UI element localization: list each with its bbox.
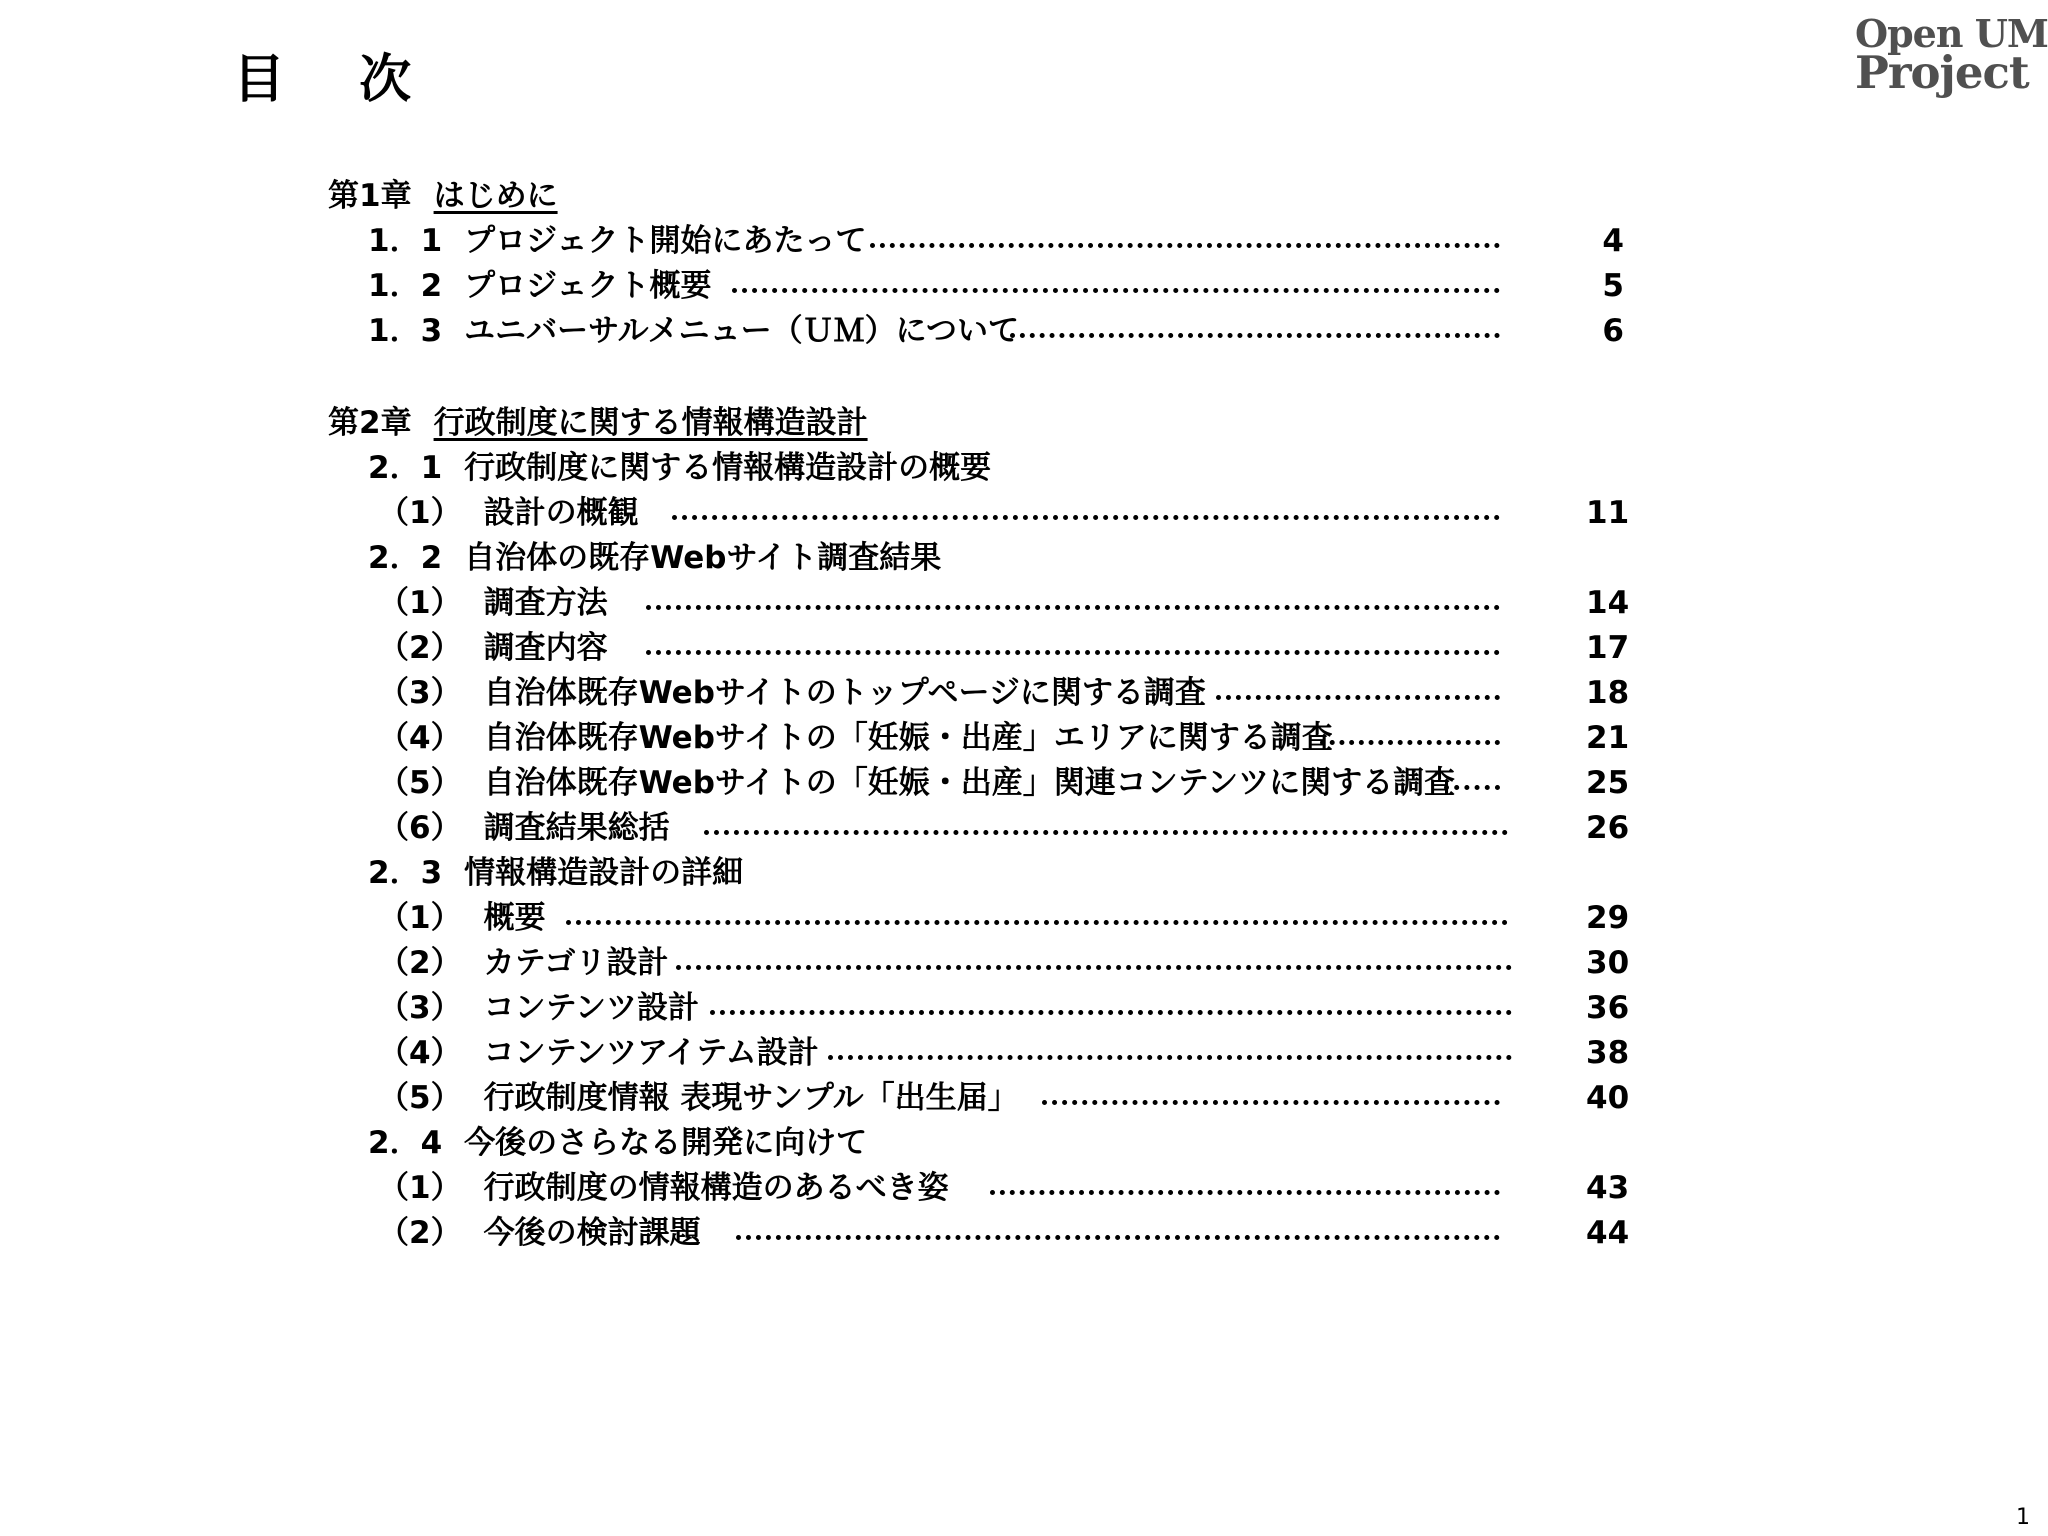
dot-leader: [566, 885, 1508, 925]
toc-entry-number: 2．4: [368, 1125, 443, 1161]
toc-entry-title: コンテンツ設計: [483, 990, 700, 1026]
toc-entry-title: 行政制度に関する情報構造設計の概要: [464, 450, 992, 486]
toc-entry-title: 調査方法: [483, 585, 608, 621]
dot-leader: [736, 1200, 1500, 1240]
toc-entry-title: 自治体既存Webサイトの「妊娠・出産」関連コンテンツに関する調査: [483, 765, 1456, 801]
toc-item-row: [0, 673, 2048, 713]
toc-entry-label: [378, 673, 1206, 713]
toc-entry-number: （1）: [378, 900, 462, 936]
toc-page-number: 17: [1586, 630, 1630, 666]
toc-entry-number: 2．1: [368, 450, 443, 486]
toc-entry-number: （3）: [378, 990, 462, 1026]
toc-entry-label: [378, 583, 608, 623]
toc-entry-label: [378, 943, 668, 983]
dot-leader: [870, 208, 1500, 248]
toc-section-row: [0, 311, 2048, 351]
toc-page-number: 6: [1602, 313, 1624, 349]
toc-entry-label: [378, 493, 639, 533]
toc-entry-title: 行政制度に関する情報構造設計: [433, 405, 868, 441]
toc-entry-number: （4）: [378, 720, 462, 756]
toc-entry-number: （2）: [378, 945, 462, 981]
toc-entry-title: ユニバーサルメニュー（ＵＭ）について: [464, 313, 1020, 349]
toc-entry-title: カテゴリ設計: [483, 945, 669, 981]
toc-entry-title: プロジェクト開始にあたって: [464, 223, 867, 259]
toc-entry-number: （3）: [378, 675, 462, 711]
toc-page-number: 40: [1586, 1080, 1630, 1116]
logo-line-1: Open UM: [1855, 11, 2048, 56]
dot-leader: [1320, 705, 1500, 745]
toc-page-number: 4: [1602, 223, 1624, 259]
dot-leader: [1010, 298, 1500, 338]
toc-item-row: [0, 1213, 2048, 1253]
dot-leader: [710, 975, 1512, 1015]
toc-entry-title: 自治体既存Webサイトのトップページに関する調査: [483, 675, 1206, 711]
toc-entry-number: （2）: [378, 1215, 462, 1251]
toc-entry-number: 1．2: [368, 268, 443, 304]
toc-entry-label: [378, 808, 670, 848]
page-number: 1: [2016, 1505, 2030, 1530]
toc-entry-number: 1．1: [368, 223, 443, 259]
dot-leader: [732, 253, 1500, 293]
toc-entry-label: [328, 176, 558, 216]
toc-entry-title: 今後の検討課題: [483, 1215, 701, 1251]
toc-entry-title: はじめに: [433, 178, 558, 214]
toc-entry-title: 行政制度情報 表現サンプル「出生届」: [483, 1080, 1019, 1116]
toc-page-number: 11: [1586, 495, 1630, 531]
toc-entry-title: 自治体の既存Webサイト調査結果: [464, 540, 942, 576]
toc-entry-title: 自治体既存Webサイトの「妊娠・出産」エリアに関する調査: [483, 720, 1333, 756]
toc-page-number: 5: [1602, 268, 1624, 304]
toc-entry-number: （6）: [378, 810, 462, 846]
toc-entry-number: 2．2: [368, 540, 443, 576]
toc-entry-title: 調査内容: [483, 630, 608, 666]
toc-entry-number: （5）: [378, 1080, 462, 1116]
toc-entry-number: （1）: [378, 495, 462, 531]
toc-entry-number: （1）: [378, 585, 462, 621]
toc-page-number: 14: [1586, 585, 1630, 621]
dot-leader: [1042, 1065, 1500, 1105]
toc-item-row: [0, 718, 2048, 758]
toc-entry-number: （2）: [378, 630, 462, 666]
toc-page-number: 43: [1586, 1170, 1630, 1206]
toc-page-number: 38: [1586, 1035, 1630, 1071]
toc-entry-label: [368, 266, 712, 306]
toc-entry-label: [368, 1123, 867, 1163]
toc-page-number: 30: [1586, 945, 1630, 981]
logo-line-2: Project: [1855, 46, 2029, 100]
toc-entry-number: 第2章: [328, 405, 412, 441]
dot-leader: [704, 795, 1508, 835]
toc-entry-title: 今後のさらなる開発に向けて: [464, 1125, 868, 1161]
toc-entry-title: 設計の概観: [483, 495, 639, 531]
toc-entry-label: [378, 628, 608, 668]
toc-item-row: [0, 1033, 2048, 1073]
toc-entry-label: [378, 1033, 819, 1073]
toc-page-number: 29: [1586, 900, 1630, 936]
toc-entry-number: 2．3: [368, 855, 443, 891]
toc-entry-title: 調査結果総括: [483, 810, 670, 846]
toc-entry-title: プロジェクト概要: [464, 268, 712, 304]
page-title: 目 次: [233, 50, 440, 110]
dot-leader: [990, 1155, 1500, 1195]
dot-leader: [1444, 750, 1500, 790]
dot-leader: [672, 480, 1500, 520]
toc-chapter-row: [0, 403, 2048, 443]
toc-item-row: [0, 628, 2048, 668]
toc-entry-label: [378, 898, 546, 938]
toc-entry-title: 概要: [483, 900, 546, 936]
toc-item-row: [0, 1078, 2048, 1118]
toc-entry-number: （4）: [378, 1035, 462, 1071]
dot-leader: [828, 1020, 1512, 1060]
toc-entry-number: （5）: [378, 765, 462, 801]
toc-entry-number: 1．3: [368, 313, 443, 349]
toc-entry-label: [378, 718, 1333, 758]
toc-entry-number: 第1章: [328, 178, 412, 214]
toc-page-number: 25: [1586, 765, 1630, 801]
toc-entry-label: [378, 1213, 701, 1253]
toc-entry-number: （1）: [378, 1170, 462, 1206]
toc-entry-label: [378, 1078, 1019, 1118]
toc-entry-label: [328, 403, 868, 443]
toc-page-number: 26: [1586, 810, 1630, 846]
toc-page-number: 18: [1586, 675, 1630, 711]
toc-entry-label: [368, 311, 1019, 351]
toc-entry-title: コンテンツアイテム設計: [483, 1035, 819, 1071]
toc-entry-title: 情報構造設計の詳細: [464, 855, 744, 891]
toc-item-row: [0, 808, 2048, 848]
dot-leader: [646, 615, 1500, 655]
toc-page-number: 44: [1586, 1215, 1630, 1251]
dot-leader: [646, 570, 1500, 610]
dot-leader: [676, 930, 1512, 970]
dot-leader: [1216, 660, 1500, 700]
toc-page-number: 21: [1586, 720, 1630, 756]
toc-entry-title: 行政制度の情報構造のあるべき姿: [483, 1170, 949, 1206]
toc-item-row: [0, 493, 2048, 533]
toc-page-number: 36: [1586, 990, 1630, 1026]
toc-entry-label: [378, 988, 699, 1028]
